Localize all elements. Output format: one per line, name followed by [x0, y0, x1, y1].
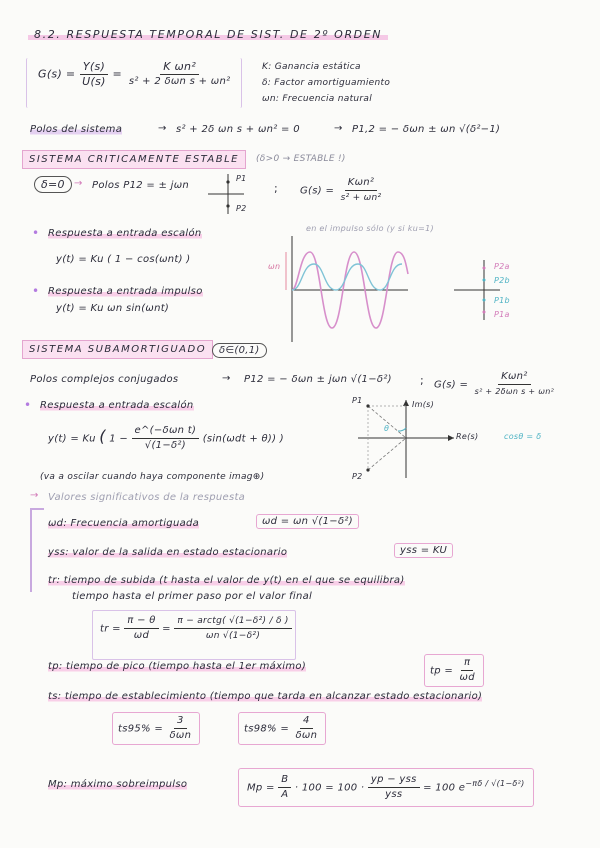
tr-f2-num: π − arctg( √(1−δ²) / δ )	[174, 614, 291, 629]
under-g-num: Kωn²	[498, 370, 530, 385]
mp-mid: · 100 = 100 ·	[294, 782, 365, 794]
mp-f2-den: yss	[385, 789, 403, 800]
yss-box: yss = KU	[394, 543, 453, 558]
bullet-icon: •	[32, 226, 40, 240]
critical-g	[300, 176, 384, 205]
critical-g-den: s² + ωn²	[340, 193, 382, 203]
tr-label-2: tiempo hasta el primer paso por el valor final	[72, 591, 313, 602]
arrow-icon: →	[30, 490, 39, 501]
critical-poles: Polos P12 = ± jωn	[92, 180, 190, 191]
under-conj-eq: P12 = − δωn ± jωn √(1−δ²)	[244, 374, 392, 385]
under-re-label: Re(s)	[456, 432, 479, 441]
under-conj-label: Polos complejos conjugados	[30, 374, 179, 385]
ts98-num: 4	[300, 714, 313, 729]
arrow-icon: →	[74, 178, 83, 189]
ts98-lhs: ts98% =	[244, 723, 290, 735]
separator: ;	[420, 374, 424, 387]
under-oscillate-note: (va a oscilar cuando haya componente imag⊕)	[40, 472, 265, 482]
delta-zero: δ=0	[34, 176, 72, 193]
under-theta: θ	[384, 424, 390, 433]
under-im-label: Im(s)	[412, 400, 435, 409]
graph-wn: ωn	[268, 262, 281, 271]
under-step-lhs: y(t) = Ku	[48, 433, 96, 445]
params-bracket	[30, 508, 44, 510]
under-g-lhs: G(s) =	[434, 379, 469, 391]
complex-plane-diagram	[356, 398, 456, 480]
tp-lhs: tp =	[430, 665, 454, 677]
yss-label: yss: valor de la salida en estado estacionario	[48, 547, 288, 558]
transfer-function-lhs	[38, 60, 233, 89]
critical-g-lhs: G(s) =	[300, 185, 338, 197]
critical-step-label: Respuesta a entrada escalón	[48, 228, 202, 239]
mp-lhs: Mp =	[247, 782, 275, 794]
wd-label: ωd: Frecuencia amortiguada	[48, 518, 200, 529]
under-p2: P2	[352, 472, 363, 481]
ts95-lhs: ts95% =	[118, 723, 164, 735]
mp-f1-num: B	[278, 773, 291, 788]
pole-label-p2a: P2a	[494, 262, 510, 271]
pole-label-p1b: P1b	[494, 296, 510, 305]
critical-impulse-label: Respuesta a entrada impulso	[48, 286, 203, 297]
ts98-box	[238, 712, 326, 745]
mp-f1-den: A	[281, 789, 289, 800]
separator: ;	[274, 182, 278, 195]
mp-box	[238, 768, 534, 807]
mp-f2-num: yp − yss	[368, 773, 420, 788]
arrow-icon: →	[222, 373, 231, 384]
tr-label: tr: tiempo de subida (t hasta el valor de y(t) en el que se equilibra)	[48, 575, 405, 586]
graph-note: en el impulso sólo (y si ku=1)	[306, 224, 434, 233]
under-range: δ∈(0,1)	[212, 343, 267, 358]
transfer-def-wn: ωn: Frecuencia natural	[262, 94, 373, 104]
critical-heading: SISTEMA CRITICAMENTE ESTABLE	[22, 150, 246, 169]
poles-label: Polos del sistema	[30, 124, 123, 135]
critical-p2: P2	[236, 204, 247, 213]
tp-label: tp: tiempo de pico (tiempo hasta el 1er máximo)	[48, 661, 307, 672]
critical-impulse-eq: y(t) = Ku ωn sin(ωnt)	[56, 303, 170, 314]
transfer-def-k: K: Ganancia estática	[262, 62, 361, 72]
bullet-icon: •	[24, 398, 32, 412]
pole-label-p1a: P1a	[494, 310, 510, 319]
critical-g-num: Kωn²	[345, 176, 377, 191]
under-step-frac-num: e^(−δωn t)	[132, 424, 200, 439]
transfer-def-delta: δ: Factor amortiguamiento	[262, 78, 391, 88]
critical-p1: P1	[236, 174, 247, 183]
under-step-eq: y(t) = Ku ( 1 − $\frac{\text{e\textasciicircum{}(−δωn t)}}{\text{√(1−δ²)}}$ (sin(ωdt + θ)) )	[48, 425, 284, 451]
transfer-ratio-den: U(s)	[82, 75, 106, 88]
under-step-frac-den: √(1−δ²)	[144, 440, 186, 451]
tr-lhs: tr =	[100, 623, 121, 635]
ts-label: ts: tiempo de establecimiento (tiempo que tarda en alcanzar estado estacionario)	[48, 691, 483, 702]
under-values-label: Valores significativos de la respuesta	[48, 492, 246, 503]
transfer-num: K ωn²	[160, 60, 199, 75]
poles-result: P1,2 = − δωn ± ωn √(δ²−1)	[352, 124, 501, 135]
poles-equation: s² + 2δ ωn s + ωn² = 0	[176, 124, 300, 135]
critical-step-eq: y(t) = Ku ( 1 − cos(ωnt) )	[56, 254, 191, 265]
ts95-box	[112, 712, 200, 745]
tr-formula: tr = $\frac{\pi - \theta}{\omega d}$ = $\frac{\text{π − arctg( √(1−δ²) / δ )}}{\text{ωn √(1−δ²)}}$	[100, 614, 292, 643]
transfer-lhs: G(s) =	[38, 67, 80, 81]
tp-box	[424, 654, 484, 687]
under-g	[434, 370, 557, 399]
tr-f2-den: ωn √(1−δ²)	[205, 631, 261, 641]
under-p1: P1	[352, 396, 363, 405]
critical-note: (δ>0 → ESTABLE !)	[256, 154, 346, 164]
mp-label: Mp: máximo sobreimpulso	[48, 779, 188, 790]
ts95-num: 3	[174, 714, 187, 729]
under-g-den: s² + 2δωn s + ωn²	[474, 387, 555, 396]
wd-box: ωd = ωn √(1−δ²)	[256, 514, 359, 529]
under-cos-note: cosθ = δ	[504, 432, 542, 441]
under-step-one: 1 −	[109, 433, 129, 445]
under-heading: SISTEMA SUBAMORTIGUADO	[22, 340, 213, 359]
transfer-den: s² + 2 δωn s + ωn²	[128, 76, 231, 87]
mp-exp: −πδ / √(1−δ²)	[465, 779, 525, 789]
tp-den: ωd	[459, 672, 475, 683]
under-step-label: Respuesta a entrada escalón	[40, 400, 194, 411]
transfer-ratio-num: Y(s)	[80, 60, 108, 75]
arrow-icon: →	[158, 123, 167, 134]
arrow-icon: →	[334, 123, 343, 134]
tp-num: π	[461, 656, 473, 671]
response-graph	[262, 234, 410, 344]
tr-f1-den: ωd	[133, 630, 150, 641]
transfer-eq: =	[112, 67, 123, 81]
ts95-den: δωn	[169, 730, 192, 741]
page-title: 8.2. RESPUESTA TEMPORAL DE SIST. DE 2º ORDEN	[28, 28, 388, 41]
bullet-icon: •	[32, 284, 40, 298]
tr-f1-num: π − θ	[124, 614, 158, 629]
params-bracket	[30, 508, 32, 592]
ts98-den: δωn	[295, 730, 318, 741]
mp-tail: = 100 e	[423, 782, 466, 794]
under-step-tail: (sin(ωdt + θ)) )	[202, 433, 284, 445]
pole-label-p2b: P2b	[494, 276, 510, 285]
